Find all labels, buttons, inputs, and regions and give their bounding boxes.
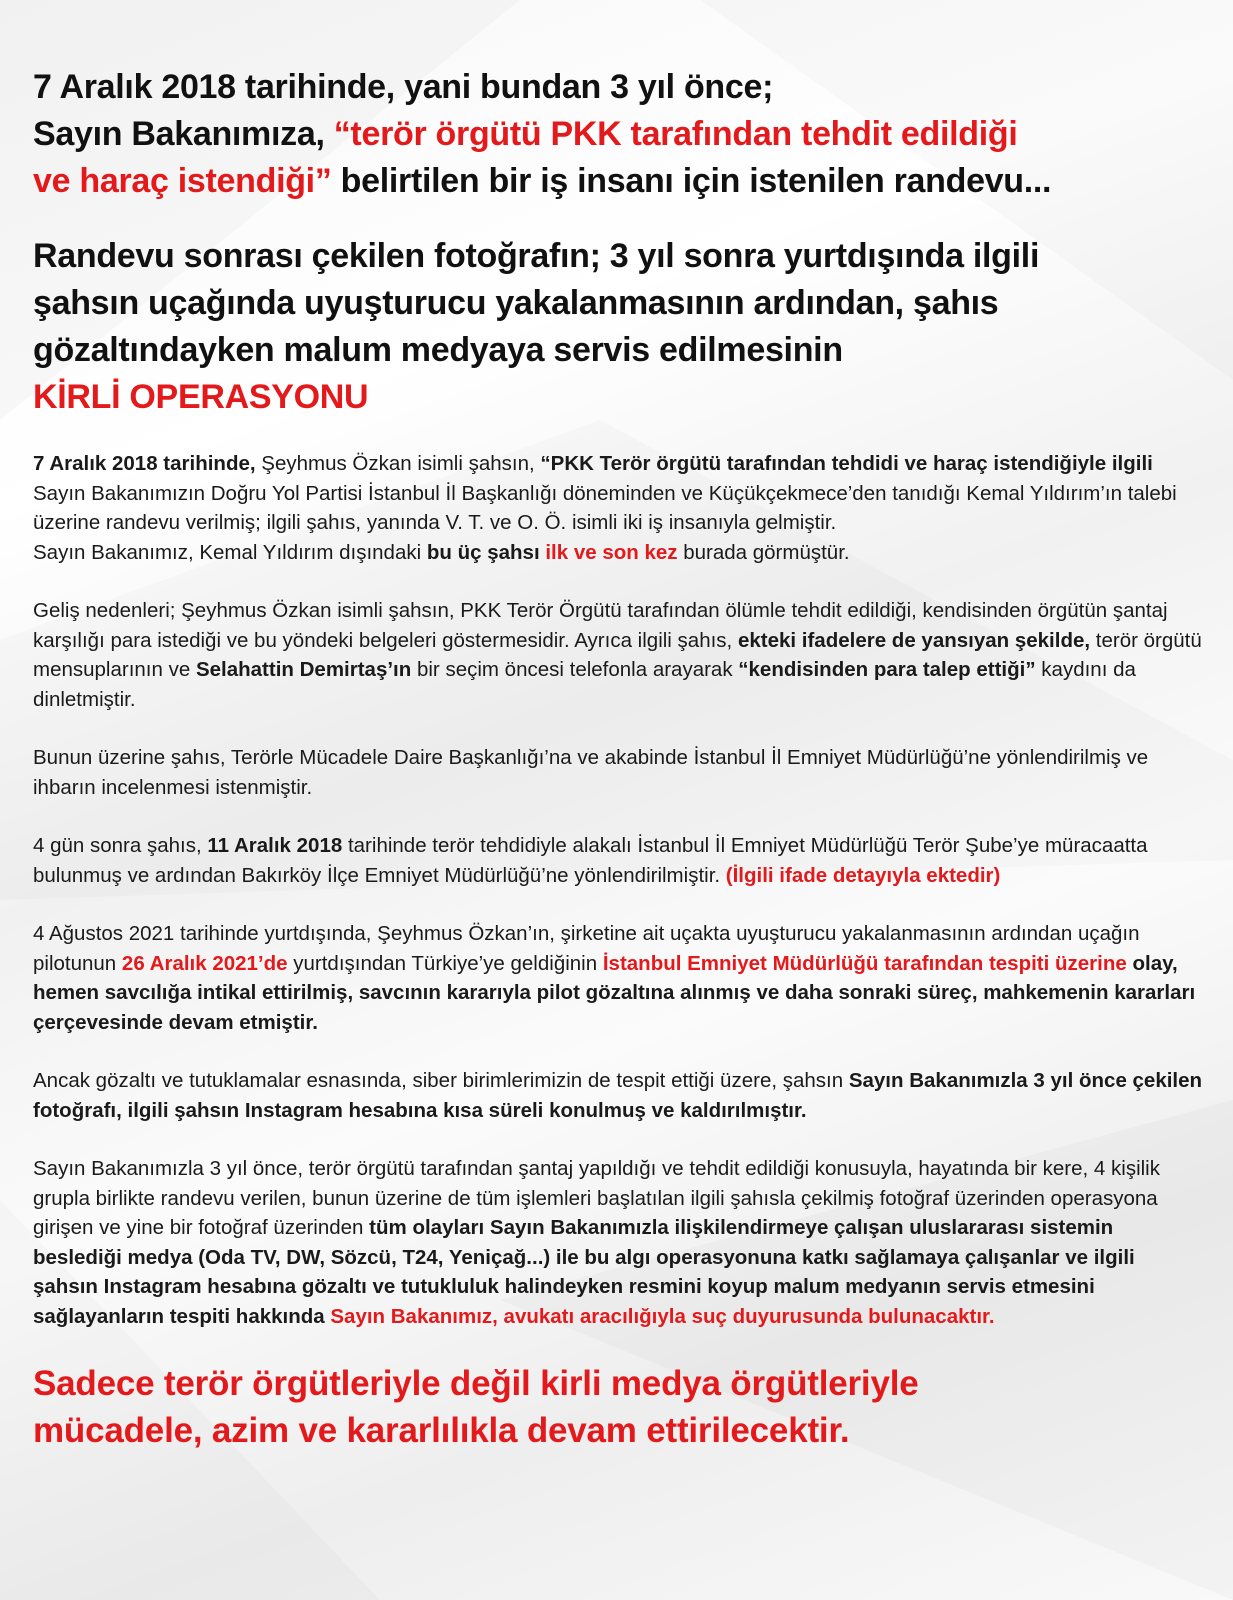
p1-quote: “PKK Terör örgütü tarafından tehdidi ve haraç istendiğiyle ilgili [540,452,1153,475]
paragraph-5 [33,919,1203,1037]
p2-text: Geliş nedenleri; Şeyhmus Özkan isimli şahsın, PKK Terör Örgütü tarafından ölümle tehdit edildiği, kendisinden örgütün şantaj karşılığı para istediği ve bu yöndeki belgeleri göstermesidir. Ayrıca ilgili şahıs, [33,599,1168,652]
p4-text: 4 gün sonra şahıs, [33,834,208,857]
p1-text-3: Sayın Bakanımız, Kemal Yıldırım dışındaki [33,540,427,564]
p5-bold: olay, hemen savcılığa intikal ettirilmiş, savcının kararıyla pilot gözaltına alınmış ve daha sonraki süreç, mahkemenin kararları çerçevesinde devam etmiştir. [33,951,1196,1034]
p4-text-2: tarihinde terör tehdidiyle alakalı İstanbul İl Emniyet Müdürlüğü Terör Şube’ye müracaatta bulunmuş ve ardından Bakırköy İlçe Emniyet Müdürlüğü’ne yönlendirilmiştir. [33,834,1148,887]
p5-text: 4 Ağustos 2021 tarihinde yurtdışında, Şeyhmus Özkan’ın, şirketine ait uçakta uyuşturucu yakalanmasının ardından uçağın pilotunun [33,922,1140,975]
p1-red: ilk ve son kez [539,540,678,564]
paragraph-3 [33,743,1203,802]
subheadline-line-1: Randevu sonrası çekilen fotoğrafın; 3 yıl sonra yurtdışında ilgili [33,237,1040,275]
subheadline [33,233,1203,421]
p2-quote: “kendisinden para talep ettiği” [738,658,1036,681]
p1-text: Şeyhmus Özkan isimli şahsın, [255,452,541,475]
p4-date: 11 Aralık 2018 [207,834,343,857]
p2-bold: ekteki ifadelere de yansıyan şekilde, [737,628,1091,652]
p2-name: Selahattin Demirtaş’ın [195,658,412,681]
headline-quote-end: ve haraç istendiği” [33,162,332,200]
p2-text-2: terör örgütü mensuplarının ve [33,628,1202,681]
p7-bold: tüm olayları Sayın Bakanımızla ilişkilendirmeye çalışan uluslararası sistemin beslediği medya (Oda TV, DW, Sözcü, T24, Yeniçağ...) ile bu algı operasyonuna katkı sağlamaya çalışanlar ve ilgili şahsın Instagram hesabına gözaltı ve tutukluluk halindeyken resmini koyup malum medyanın servis etmesini sağlayanların tespiti hakkında [33,1216,1135,1328]
p6-bold: Sayın Bakanımızla 3 yıl önce çekilen fotoğrafı, ilgili şahsın Instagram hesabına kısa süreli konulmuş ve kaldırılmıştır. [33,1069,1203,1122]
p1-text-2: Sayın Bakanımızın Doğru Yol Partisi İstanbul İl Başkanlığı döneminden ve Küçükçekmece’den tanıdığı Kemal Yıldırım’ın talebi üzerine randevu verilmiş; ilgili şahıs, yanında V. T. ve O. Ö. isimli iki iş insanıyla gelmiştir. [33,481,1177,534]
headline-quote: “terör örgütü PKK tarafından tehdit edildiği [333,115,1018,153]
p3-text: Bunun üzerine şahıs, Terörle Mücadele Daire Başkanlığı’na ve akabinde İstanbul İl Emniyet Müdürlüğü’ne yönlendirilmiş ve ihbarın incelenmesi istenmiştir. [33,746,1149,799]
p1-bold: bu üç şahsı [426,540,540,564]
subheadline-highlight: KİRLİ OPERASYONU [33,378,369,416]
headline-text: Sayın Bakanımıza, [33,115,334,153]
p5-date: 26 Aralık 2021’de [121,951,288,975]
p5-text-2: yurtdışından Türkiye’ye geldiğinin [287,951,603,975]
paragraph-7 [33,1154,1203,1331]
paragraph-6 [33,1066,1203,1125]
paragraph-4 [33,831,1203,890]
p7-text: Sayın Bakanımızla 3 yıl önce, terör örgütü tarafından şantaj yapıldığı ve tehdit edildiği konusuyla, hayatında bir kere, 4 kişilik grupla birlikte randevu verilen, bunun üzerine de tüm işlemleri başlatılan ilgili şahısla çekilmiş fotoğraf üzerinden operasyona girişen ve yine bir fotoğraf üzerinden [33,1157,1160,1239]
body-text [33,449,1203,1331]
subheadline-line-3: gözaltındayken malum medyaya servis edilmesinin [33,331,843,369]
p7-red: Sayın Bakanımız, avukatı aracılığıyla suç duyurusunda bulunacaktır. [324,1304,995,1328]
subheadline-line-2: şahsın uçağında uyuşturucu yakalanmasının ardından, şahıs [33,284,999,322]
paragraph-2 [33,596,1203,714]
document [33,64,1203,1454]
p5-red: İstanbul Emniyet Müdürlüğü tarafından tespiti üzerine [602,951,1127,975]
p2-text-3: bir seçim öncesi telefonla arayarak [411,658,739,681]
closing-line-1: Sadece terör örgütleriyle değil kirli medya örgütleriyle [33,1364,919,1403]
paragraph-1 [33,449,1203,567]
headline-text-end: belirtilen bir iş insanı için istenilen randevu... [331,162,1052,200]
p2-text-4: kaydını da dinletmiştir. [33,658,1136,711]
p4-red: (İlgili ifade detayıyla ektedir) [725,863,1001,887]
headline [33,64,1203,205]
closing-line-2: mücadele, azim ve kararlılıkla devam ettirilecektir. [33,1411,850,1450]
p6-text: Ancak gözaltı ve tutuklamalar esnasında, siber birimlerimizin de tespit ettiği üzere, şahsın [33,1069,849,1092]
p1-date: 7 Aralık 2018 tarihinde, [33,452,256,475]
closing-statement [33,1360,1203,1454]
headline-line-1: 7 Aralık 2018 tarihinde, yani bundan 3 yıl önce; [33,68,774,106]
p1-text-4: burada görmüştür. [677,540,850,564]
headline-line-3 [33,158,1203,205]
headline-line-2 [33,111,1203,158]
